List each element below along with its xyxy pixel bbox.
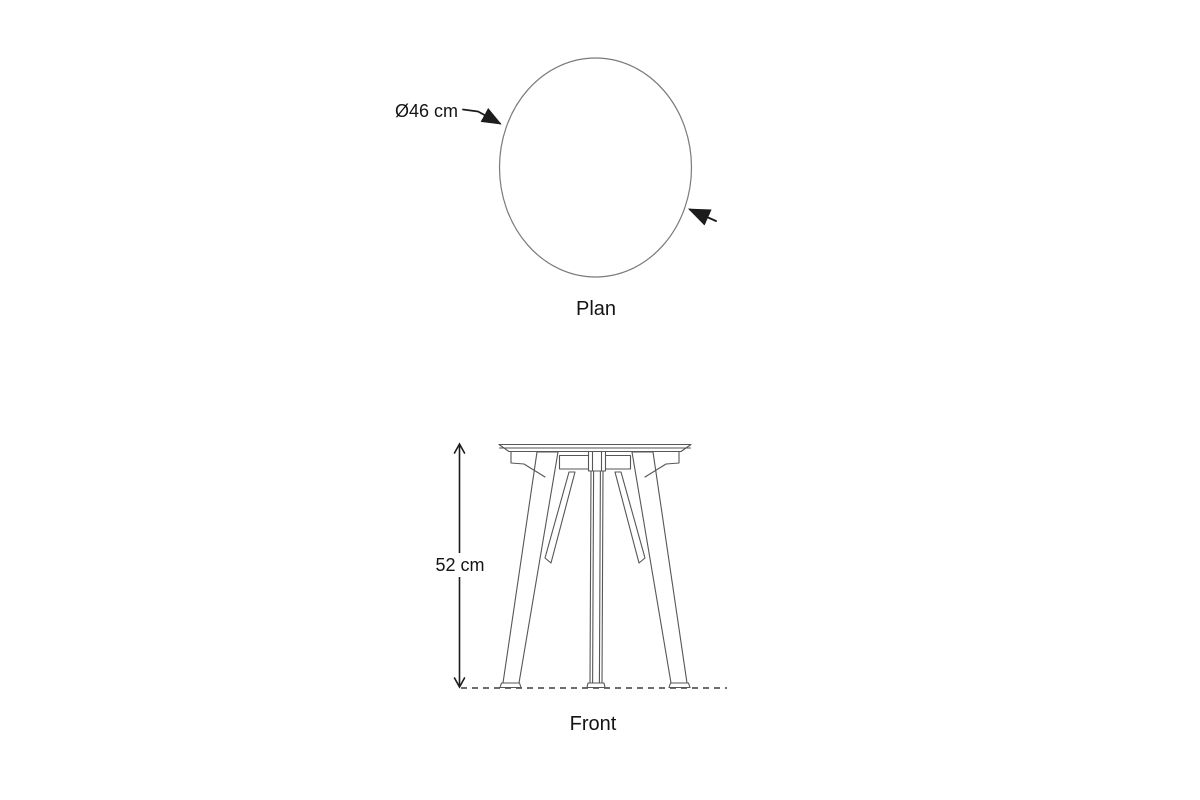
plan-caption: Plan [575,298,617,320]
right-foot-cap [669,683,690,688]
right-leg [632,452,687,683]
front-view [455,444,728,688]
plan-circle [500,58,692,277]
center-foot-cap [587,683,605,688]
diameter-label: Ø46 cm [394,101,458,121]
diameter-leader-arrow [463,110,500,124]
center-leg [590,471,603,683]
left-leg [503,452,558,683]
plan-view [463,58,716,277]
diameter-secondary-arrow [690,210,716,222]
left-foot-cap [500,683,521,688]
center-block [589,452,606,472]
left-rail [560,456,590,470]
height-label: 52 cm [428,553,492,577]
tabletop [499,445,691,452]
front-caption: Front [569,713,617,735]
